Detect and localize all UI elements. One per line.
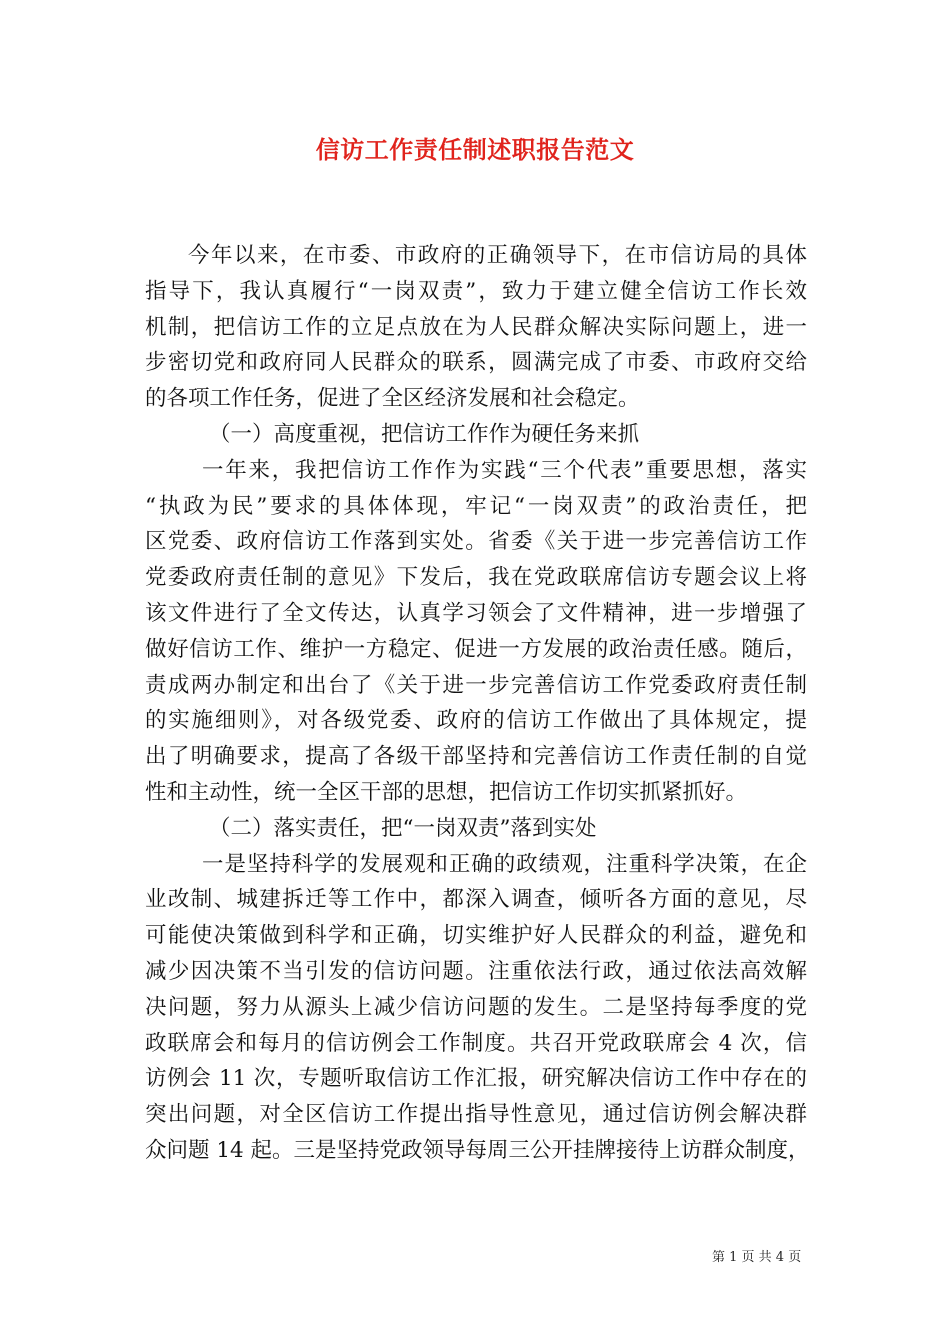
text-line: 党委政府责任制的意见》下发后，我在党政联席信访专题会议上将 — [145, 565, 807, 591]
document-body — [145, 238, 810, 1169]
text-line: 可能使决策做到科学和正确，切实维护好人民群众的利益，避免和 — [145, 923, 807, 949]
text-line: 机制，把信访工作的立足点放在为人民群众解决实际问题上，进一 — [145, 314, 807, 340]
text-line: 出了明确要求，提高了各级干部坚持和完善信访工作责任制的自觉 — [145, 744, 807, 770]
text-line: 该文件进行了全文传达，认真学习领会了文件精神，进一步增强了 — [145, 600, 807, 626]
text-line: 区党委、政府信访工作落到实处。省委《关于进一步完善信访工作 — [145, 529, 807, 555]
page-number: 第 1 页 共 4 页 — [712, 1250, 802, 1265]
section-heading-2: （二）落实责任，把“一岗双责”落到实处 — [209, 815, 597, 841]
text-line: 减少因决策不当引发的信访问题。注重依法行政，通过依法高效解 — [145, 958, 807, 984]
text-line: 指导下，我认真履行“一岗双责”，致力于建立健全信访工作长效 — [145, 278, 807, 304]
document-title: 信访工作责任制述职报告范文 — [315, 135, 635, 164]
text-line: “执政为民”要求的具体体现，牢记“一岗双责”的政治责任，把 — [145, 493, 807, 519]
text-line: 业改制、城建拆迁等工作中，都深入调查，倾听各方面的意见，尽 — [145, 887, 807, 913]
text-line: 突出问题，对全区信访工作提出指导性意见，通过信访例会解决群 — [145, 1102, 807, 1128]
text-line: 政联席会和每月的信访例会工作制度。共召开党政联席会 4 次，信 — [145, 1030, 807, 1056]
text-line: 访例会 11 次，专题听取信访工作汇报，研究解决信访工作中存在的 — [145, 1066, 807, 1092]
text-line: 性和主动性，统一全区干部的思想，把信访工作切实抓紧抓好。 — [145, 779, 748, 805]
text-line: 一是坚持科学的发展观和正确的政绩观，注重科学决策，在企 — [202, 851, 807, 877]
text-line: 步密切党和政府同人民群众的联系，圆满完成了市委、市政府交给 — [145, 350, 807, 376]
text-line: 责成两办制定和出台了《关于进一步完善信访工作党委政府责任制 — [145, 672, 807, 698]
text-line: 的实施细则》，对各级党委、政府的信访工作做出了具体规定，提 — [145, 708, 807, 734]
text-line: 的各项工作任务，促进了全区经济发展和社会稳定。 — [145, 386, 640, 412]
section-heading-1: （一）高度重视，把信访工作作为硬任务来抓 — [209, 421, 640, 447]
text-line: 做好信访工作、维护一方稳定、促进一方发展的政治责任感。随后， — [145, 636, 807, 662]
text-line: 众问题 14 起。三是坚持党政领导每周三公开挂牌接待上访群众制度， — [145, 1137, 810, 1163]
text-line: 今年以来，在市委、市政府的正确领导下，在市信访局的具体 — [188, 243, 807, 268]
text-line: 决问题，努力从源头上减少信访问题的发生。二是坚持每季度的党 — [145, 994, 807, 1020]
text-line: 一年来，我把信访工作作为实践“三个代表”重要思想，落实 — [202, 457, 807, 483]
